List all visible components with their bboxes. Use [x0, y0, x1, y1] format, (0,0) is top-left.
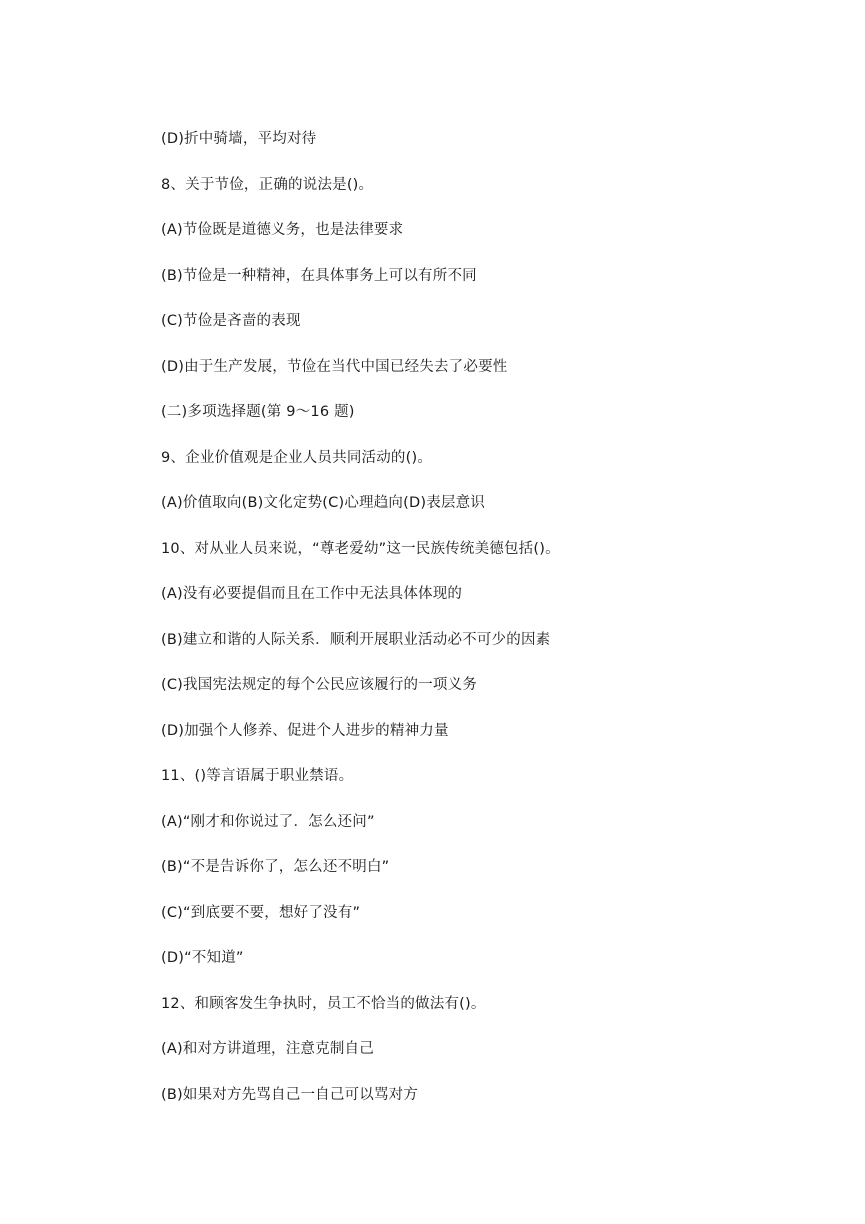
- option-10d: (D)加强个人修养、促进个人进步的精神力量: [161, 722, 449, 739]
- option-11c: (C)“到底要不要，想好了没有”: [161, 904, 361, 921]
- question-10: 10、对从业人员来说，“尊老爱幼”这一民族传统美德包括()。: [161, 540, 560, 557]
- option-10b: (B)建立和谐的人际关系．顺利开展职业活动必不可少的因素: [161, 631, 551, 648]
- section-heading: (二)多项选择题(第 9～16 题): [161, 404, 355, 420]
- document-body: [161, 128, 821, 1129]
- option-10a: (A)没有必要提倡而且在工作中无法具体体现的: [161, 586, 463, 602]
- option-7d: (D)折中骑墙，平均对待: [161, 131, 317, 147]
- option-12a: (A)和对方讲道理，注意克制自己: [161, 1041, 374, 1057]
- question-12: 12、和顾客发生争执时，员工不恰当的做法有()。: [161, 995, 486, 1012]
- option-11b: (B)“不是告诉你了，怎么还不明白”: [161, 859, 390, 875]
- option-11a: (A)“刚才和你说过了．怎么还问”: [161, 813, 375, 830]
- option-11d: (D)“不知道”: [161, 950, 244, 966]
- question-8: 8、关于节俭，正确的说法是()。: [161, 176, 374, 193]
- option-8a: (A)节俭既是道德义务，也是法律要求: [161, 222, 404, 238]
- question-9: 9、企业价值观是企业人员共同活动的()。: [161, 449, 433, 466]
- option-8b: (B)节俭是一种精神，在具体事务上可以有所不同: [161, 267, 477, 284]
- options-9: (A)价值取向(B)文化定势(C)心理趋向(D)表层意识: [161, 495, 486, 511]
- option-10c: (C)我国宪法规定的每个公民应该履行的一项义务: [161, 677, 478, 693]
- question-11: 11、()等言语属于职业禁语。: [161, 768, 354, 784]
- option-12b: (B)如果对方先骂自己一自己可以骂对方: [161, 1086, 419, 1103]
- option-8d: (D)由于生产发展，节俭在当代中国已经失去了必要性: [161, 358, 508, 375]
- option-8c: (C)节俭是吝啬的表现: [161, 313, 301, 329]
